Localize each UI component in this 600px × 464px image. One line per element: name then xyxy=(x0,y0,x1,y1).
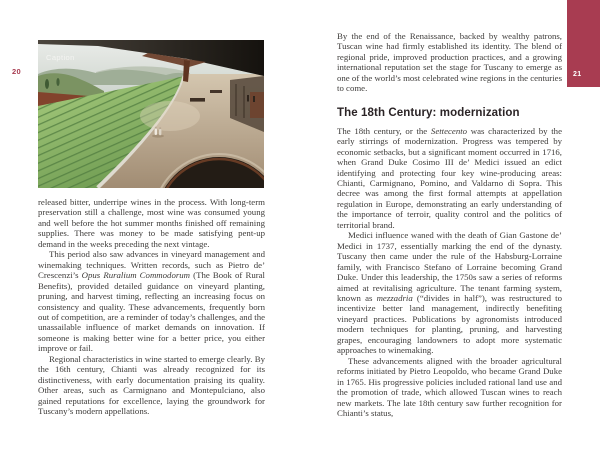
photo-caption: Caption xyxy=(46,53,75,62)
figure-head xyxy=(159,127,161,129)
bench xyxy=(210,90,222,93)
page-number-block xyxy=(567,0,600,87)
body-paragraph: Medici influence waned with the death of Gian Gastone de’ Medici in 1737, essentially marking the end of the dynasty. Tuscany then came under the rule of the Habsburg-Lorraine family, with Francisco Stefano of Lorraine becoming Grand Duke. Under this leadership, the 1750s saw a series of reforms aimed at revitalising agriculture. The tenant farming system, known as mezzadria (“divides in half”), was restructured to incentivize better land management, indirectly benefiting vineyard practices. Publications by agronomists introduced modern techniques for planting, pruning, and harvesting grapes, encouraging landowners to adopt more systematic approaches to winemaking. xyxy=(337,230,562,356)
body-paragraph: This period also saw advances in vineyard management and winemaking techniques. Written records, such as Pietro de’ Crescenzi’s Opus Ruralium Commodorum (The Book of Rural Benefits), provided detailed guidance on vineyard planting, pruning, and harvest timing, reflecting an increasing focus on consistency and quality. These advancements, frequently born out of competition, are a reminder of today’s challenges, and the unassailable influence of market demands on innovation. If someone is making better wine for a better price, you either improve or fail. xyxy=(38,249,266,354)
bench xyxy=(190,98,205,102)
body-paragraph: The 18th century, or the Settecento was characterized by the early stirrings of modernization. Progress was tempered by economic setbacks, but a significant moment occurred in 1716, when Grand Duke Cosimo III de’ Medici issued an edict identifying and protecting four key wine-producing areas: Chianti, Carmignano, Pomino, and Valdarno di Sopra. This decree was among the first formal attempts at appellation regulation in Europe, demonstrating an early understanding of the importance of terroir, quality control and the politics of territorial brand. xyxy=(337,125,562,230)
walking-figure xyxy=(155,129,157,136)
intro-paragraph xyxy=(337,31,562,94)
sunlight-pool xyxy=(140,101,200,131)
corten-panel xyxy=(250,92,264,118)
left-text-column xyxy=(38,197,265,417)
figure-silhouette xyxy=(253,96,255,102)
walking-figure xyxy=(159,129,161,135)
body-paragraph: released bitter, underripe wines in the process. With long-term preservation still a challenge, most wine was consumed young and well before the hot summer months finished off remaining supplies. There was money to be made satisfying pent-up demand in the weeks preceding the next vintage. xyxy=(38,197,265,249)
figure-shadow xyxy=(152,134,164,137)
figure-silhouette xyxy=(247,95,249,102)
page-number-right: 21 xyxy=(573,71,582,78)
figure-head xyxy=(155,127,157,129)
vineyard-photo-art xyxy=(38,40,264,188)
cypress-tree xyxy=(56,78,59,86)
section-body xyxy=(337,126,562,419)
section-heading: The 18th Century: modernization xyxy=(337,106,520,119)
body-paragraph: By the end of the Renaissance, backed by wealthy patrons, Tuscan wine had firmly established its identity. The blend of regional pride, improved production practices, and a growing international reputation set the stage for Tuscany to emerge as one of the world’s most celebrated wine regions in the centuries to come. xyxy=(337,31,562,94)
cypress-tree xyxy=(45,79,49,89)
page-number-left: 20 xyxy=(12,67,21,76)
body-paragraph: These advancements aligned with the broader agricultural reforms initiated by Pietro Leopoldo, who became Grand Duke in 1765. His progressive policies included rational land use and the promotion of trade, which allowed Tuscan wines to reach new markets. The late 18th century saw further recognition for Chianti’s status, xyxy=(337,355,562,418)
body-paragraph: Regional characteristics in wine started to emerge clearly. By the 16th century, Chianti was already recognized for its distinctiveness, with early documentation praising its quality. Other areas, such as Carmignano and Montepulciano, also gained reputations for excellence, laying the groundwork for Tuscany’s modern appellations. xyxy=(38,353,265,417)
vineyard-photo xyxy=(38,40,264,188)
right-text-column xyxy=(337,31,562,418)
